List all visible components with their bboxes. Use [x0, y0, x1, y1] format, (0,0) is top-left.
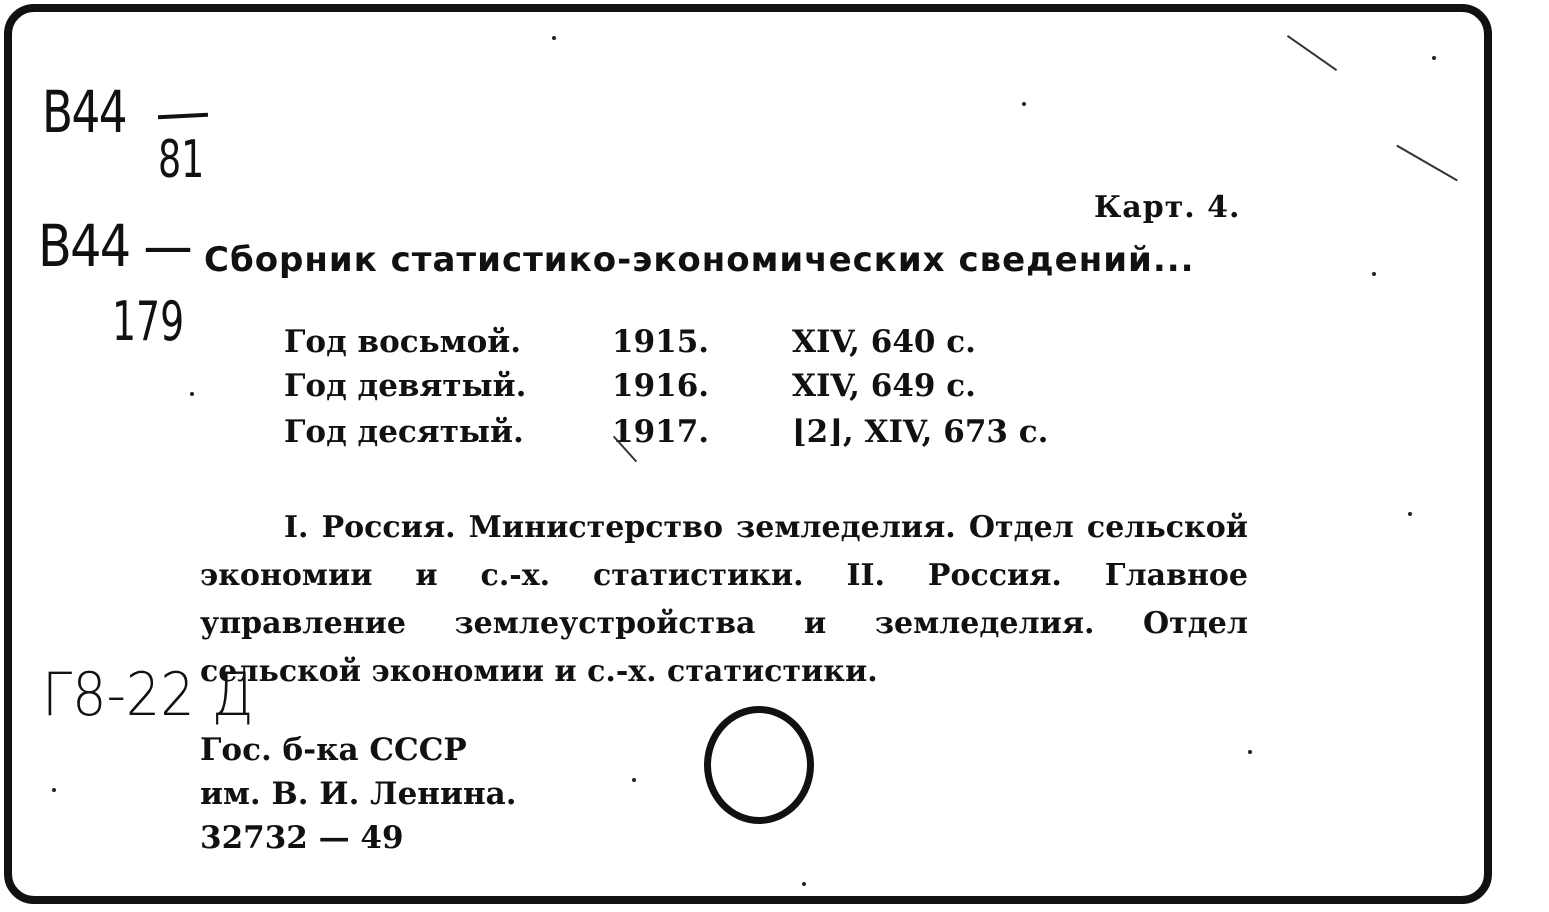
- call-number-handwritten-3: Г8-22 Д: [42, 660, 254, 730]
- scan-speck: [1372, 272, 1376, 276]
- library-dedication: им. В. И. Ленина.: [200, 776, 517, 812]
- call-number-handwritten-1: В44: [42, 78, 126, 146]
- scan-mark: [1287, 35, 1337, 71]
- volume-year: 1916.: [612, 368, 710, 404]
- scan-speck: [1432, 56, 1436, 60]
- library-card-code: 32732 — 49: [200, 820, 404, 856]
- card-number: Карт. 4.: [1094, 190, 1241, 225]
- volume-extent: XIV, 640 с.: [792, 324, 976, 360]
- fraction-line: [158, 113, 208, 120]
- call-number-handwritten-2: В44 —: [38, 212, 192, 280]
- volume-extent: ⌊2⌋, XIV, 673 с.: [792, 414, 1049, 450]
- scan-speck: [632, 778, 636, 782]
- call-number-handwritten-2-number: 179: [112, 290, 185, 353]
- volume-year: 1917.: [612, 414, 710, 450]
- call-number-denominator: 81: [158, 130, 205, 190]
- scan-speck: [1022, 102, 1026, 106]
- record-title: Сборник статистико-экономических сведений...: [204, 240, 1195, 280]
- scan-speck: [52, 788, 56, 792]
- library-name: Гос. б-ка СССР: [200, 732, 467, 768]
- punch-hole-circle: [704, 706, 814, 824]
- volume-name: Год десятый.: [284, 414, 524, 450]
- library-imprint: [200, 728, 517, 860]
- scan-speck: [1408, 512, 1412, 516]
- scan-speck: [552, 36, 556, 40]
- scan-speck: [190, 392, 194, 396]
- scan-speck: [1248, 750, 1252, 754]
- subject-headings: I. Россия. Министерство земледелия. Отдел сельской экономии и с.-х. статистики. II. Россия. Главное управление землеустройства и земледелия. Отдел сельской экономии и с.-х. статистики.: [200, 510, 1248, 689]
- volume-name: Год девятый.: [284, 368, 527, 404]
- scan-speck: [802, 882, 806, 886]
- catalog-card: [4, 4, 1492, 904]
- volume-year: 1915.: [612, 324, 710, 360]
- scan-mark: [1396, 145, 1458, 182]
- volume-extent: XIV, 649 с.: [792, 368, 976, 404]
- volume-name: Год восьмой.: [284, 324, 522, 360]
